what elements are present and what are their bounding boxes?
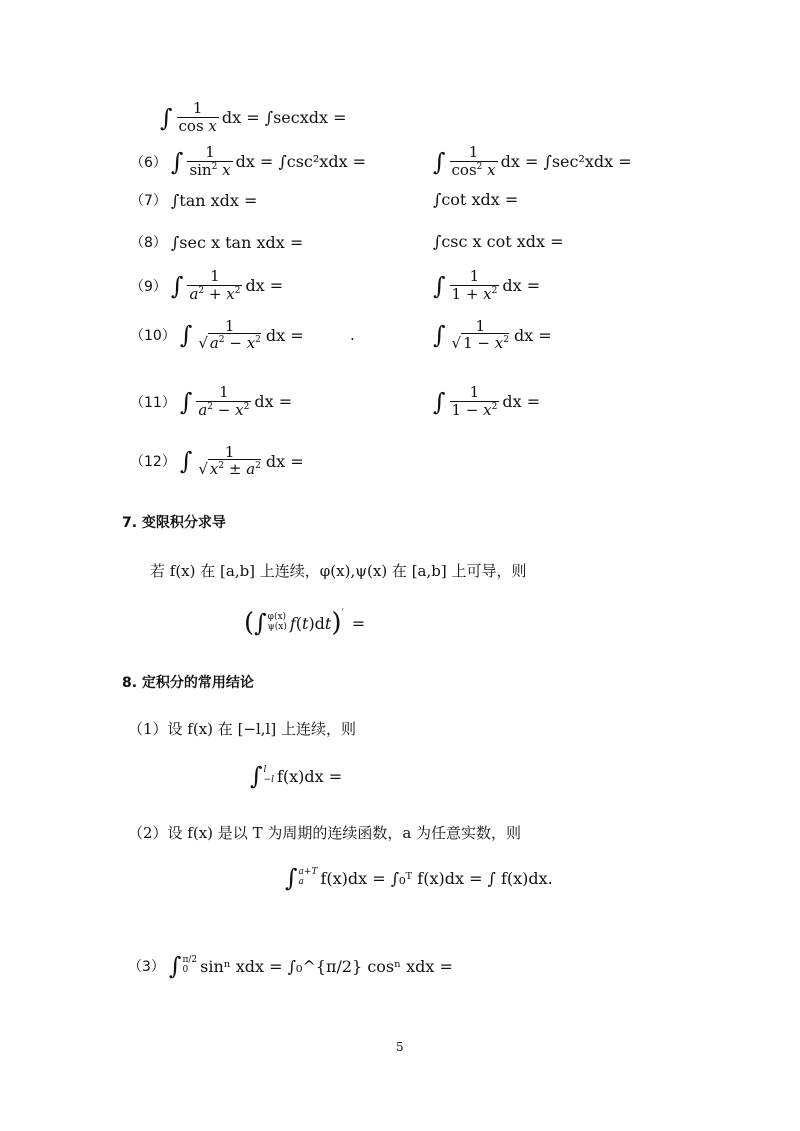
formula-10-left: （10） ∫ 1 √ $a^2 - x^2$ dx = (130, 317, 304, 353)
formula-10-right: ∫ 1 √ $1 - x^2$ dx = (433, 317, 552, 353)
formula-9-left: （9） ∫ $\frac{1}{a^2 + x^2}$ dx = (130, 267, 284, 304)
formula-8-2: ∫ a+T a f(x)dx = ∫₀ᵀ f(x)dx = ∫ f(x)dx. (285, 864, 553, 892)
formula-9-right: ∫ $\frac{1}{1 + x^2}$ dx = (433, 267, 541, 304)
formula-8-1: ∫ l −l f(x)dx = (250, 762, 343, 790)
page-number: 5 (396, 1040, 404, 1054)
section-8-item1: （1）设 f(x) 在 [−l,l] 上连续，则 (128, 720, 356, 738)
section-8-heading: 8. 定积分的常用结论 (122, 675, 254, 691)
stray-dot: . (350, 326, 355, 344)
formula-7-left: （7） ∫tan xdx = (130, 190, 258, 210)
formula-11-right: ∫ $\frac{1}{1 - x^2}$ dx = (433, 383, 541, 420)
formula-8-right: ∫csc x cot xdx = (433, 232, 564, 251)
section-7-heading: 7. 变限积分求导 (122, 515, 226, 531)
formula-6-right: ∫ $\frac{1}{\cos^2 x}$ dx = ∫sec²xdx = (433, 143, 632, 180)
formula-6-left: （6） ∫ $\frac{1}{\sin^2 x}$ dx = ∫csc²xdx = (130, 143, 367, 180)
formula-12-left: （12） ∫ 1 √ $x^2 \pm a^2$ dx = (130, 443, 304, 479)
formula-7-derivative: ( ∫ φ(x) ψ(x) f(t)dt ) ′ = (244, 608, 366, 638)
section-7-text: 若 f(x) 在 [a,b] 上连续，φ(x),ψ(x) 在 [a,b] 上可导，则 (150, 562, 527, 580)
formula-text: dx = ∫secxdx = (221, 108, 347, 128)
formula-7-right: ∫cot xdx = (433, 190, 519, 209)
formula-sec: ∫ $\frac{1}{\text{cos x}}$ dx = ∫secxdx = (160, 99, 347, 136)
section-8-item2: （2）设 f(x) 是以 T 为周期的连续函数，a 为任意实数，则 (128, 824, 522, 842)
formula-11-left: （11） ∫ $\frac{1}{a^2 - x^2}$ dx = (130, 383, 293, 420)
formula-8-3: （3） ∫ π/2 0 sinⁿ xdx = ∫₀^{π/2} cosⁿ xdx = (128, 952, 453, 980)
formula-8-left: （8） ∫sec x tan xdx = (130, 232, 304, 252)
